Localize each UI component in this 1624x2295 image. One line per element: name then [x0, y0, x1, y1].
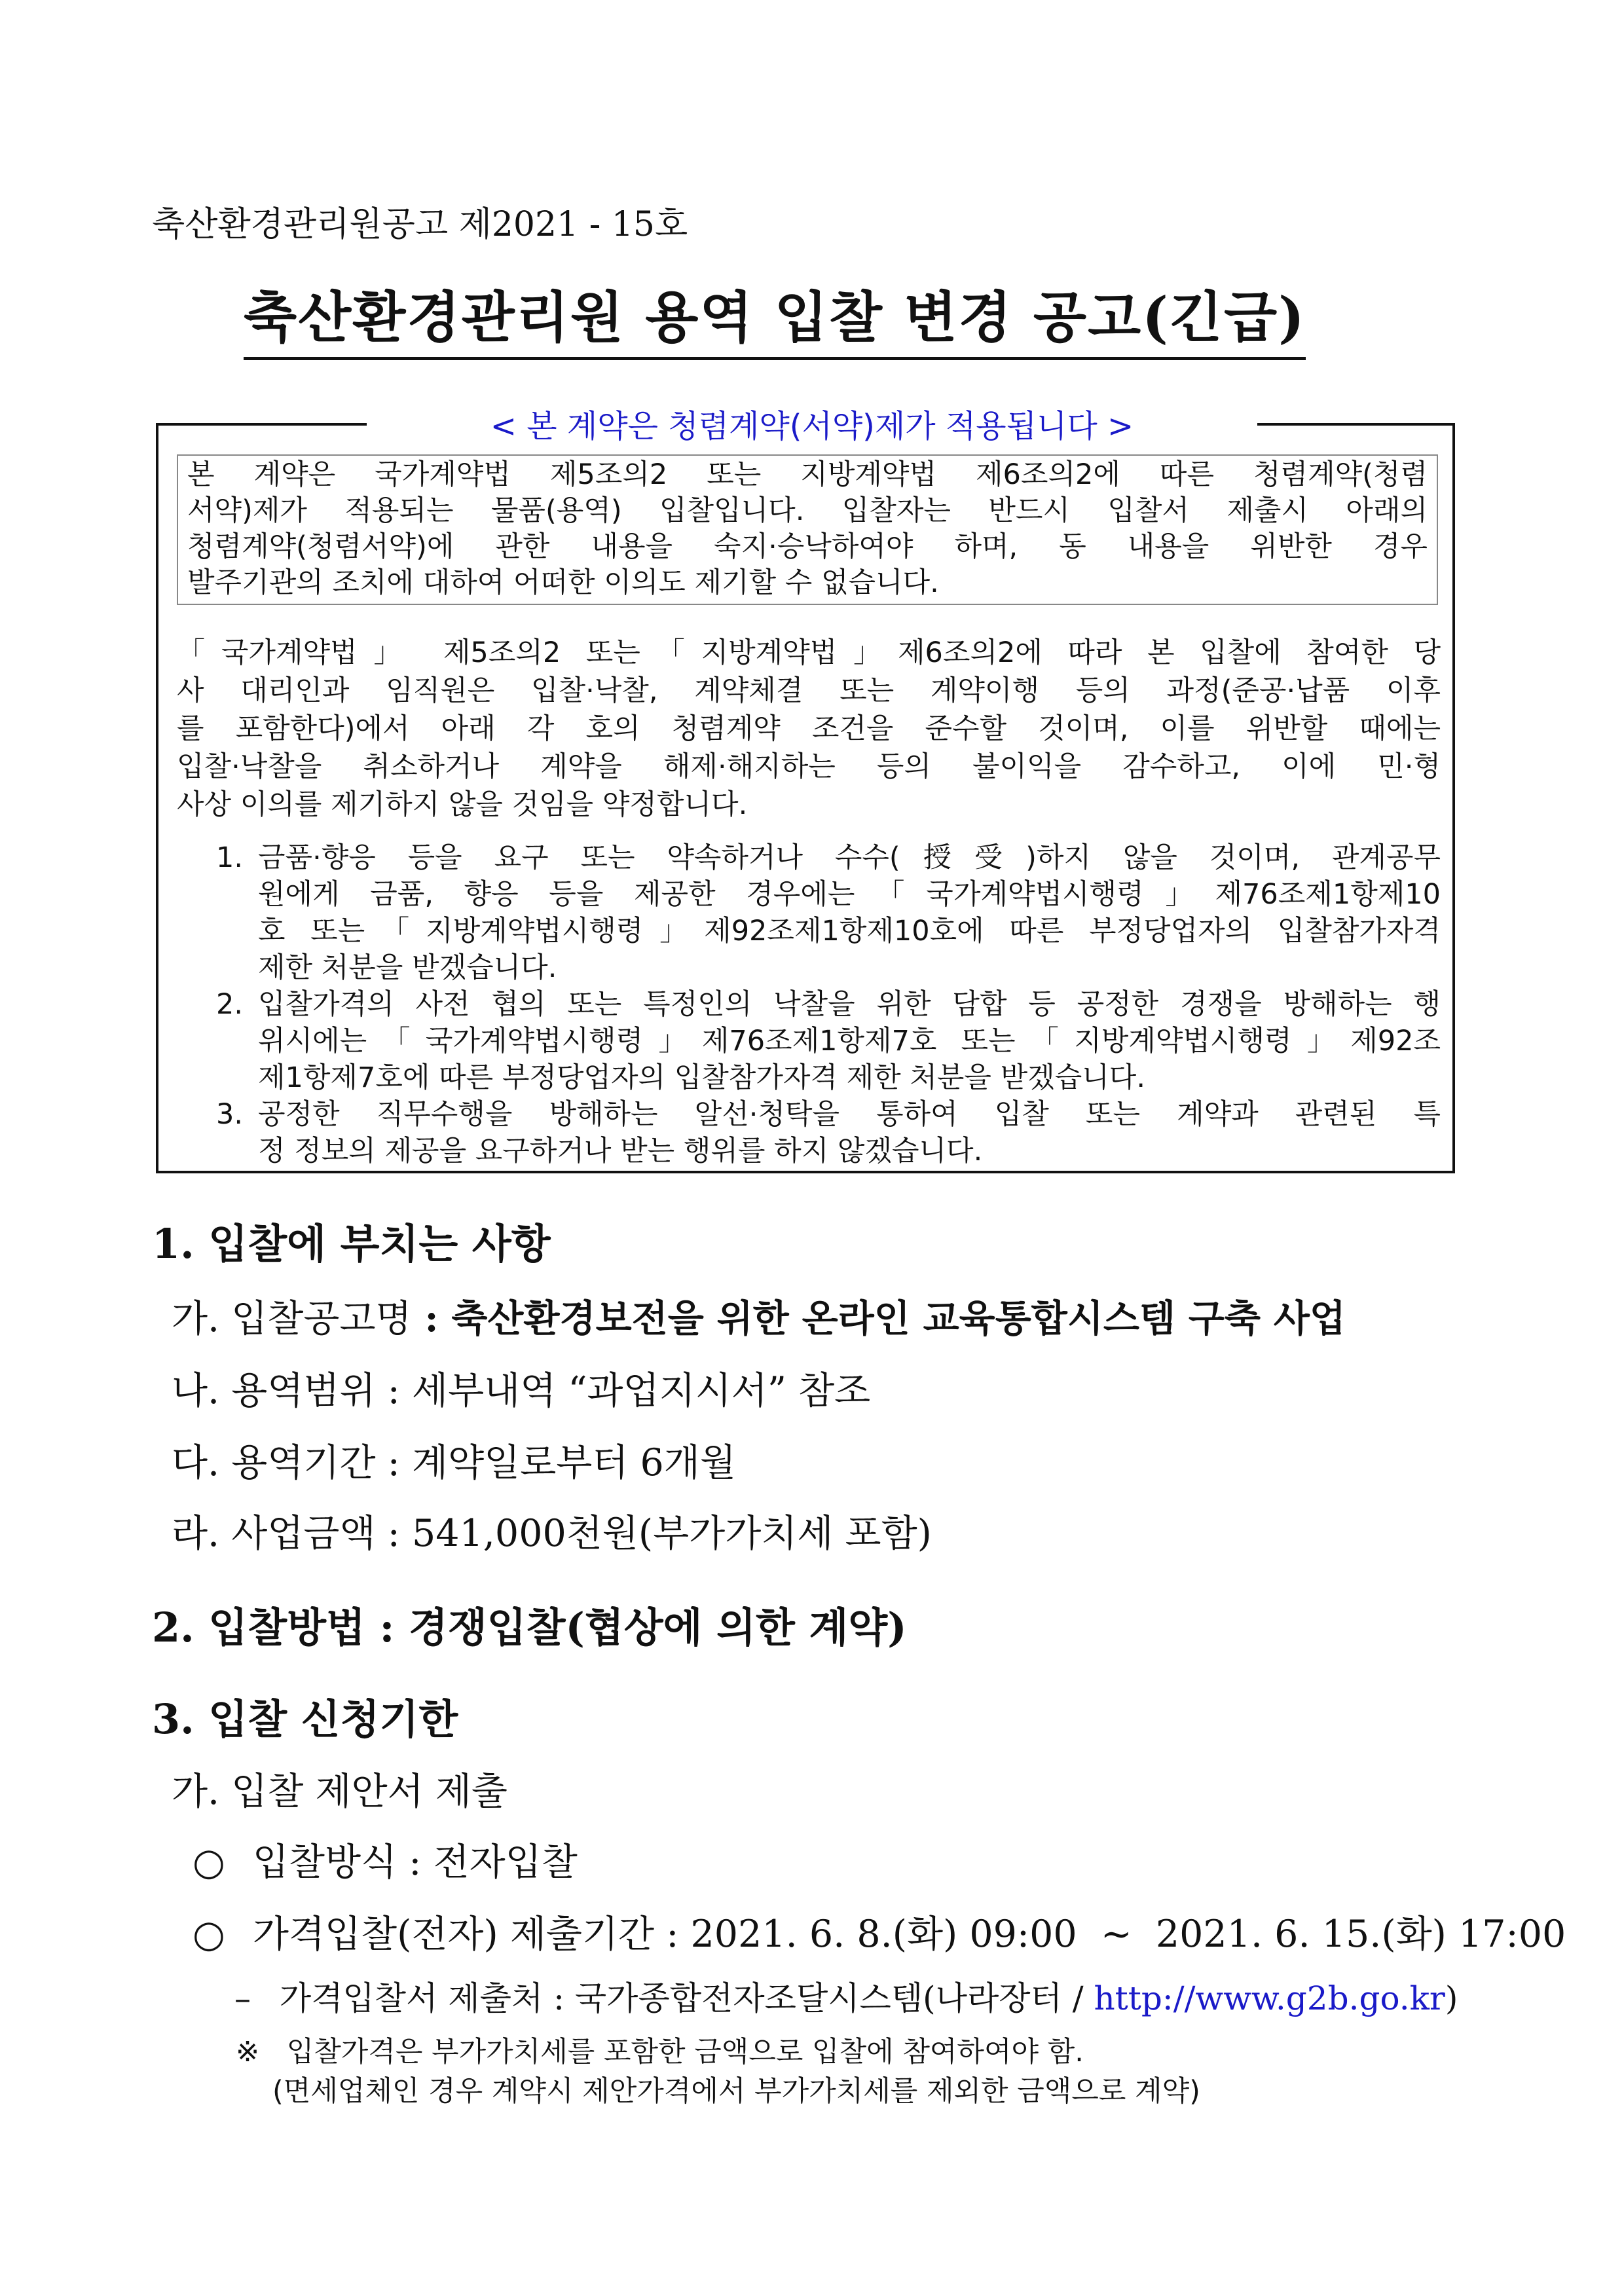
- price-bid-label: 가격입찰(전자) 제출기간: [252, 1913, 655, 1956]
- pledge-header: < 본 계약은 청렴계약(서약)제가 적용됩니다 >: [490, 408, 1134, 445]
- section1-row-budget: [172, 1503, 932, 1557]
- bullet-circle: ○: [193, 1841, 225, 1884]
- row-label: 가. 입찰공고명: [172, 1297, 412, 1340]
- pledge-body-line: 를 포함한다)에서 아래 각 호의 청렴계약 조건을 준수할 것이며, 이를 위반할 때에는: [177, 712, 1441, 745]
- pledge-item-line: 입찰가격의 사전 협의 또는 특정인의 낙찰을 위한 담합 등 공정한 경쟁을 방해하는 행: [258, 988, 1441, 1021]
- pledge-item-line: 위시에는「국가계약법시행령」제76조제1항제7호 또는「지방계약법시행령」제92조: [258, 1025, 1441, 1057]
- pledge-body-line: 입찰·낙찰을 취소하거나 계약을 해제·해지하는 등의 불이익을 감수하고, 이에 민·형: [177, 750, 1441, 783]
- pledge-item: [216, 986, 1441, 1096]
- pledge-item-line: 제한 처분을 받겠습니다.: [258, 951, 557, 984]
- section2-separator: :: [365, 1604, 409, 1651]
- note-line-1: [236, 2030, 1084, 2070]
- pledge-item-number: 2.: [216, 988, 244, 1021]
- pledge-item-line: 제1항제7호에 따른 부정당업자의 입찰참가자격 제한 처분을 받겠습니다.: [258, 1061, 1145, 1094]
- pledge-item-line: 원에게 금품, 향응 등을 제공한 경우에는「국가계약법시행령」제76조제1항제10: [258, 878, 1441, 911]
- submit-place-separator: :: [543, 1979, 575, 2017]
- bid-method-label: 입찰방식: [252, 1841, 397, 1884]
- row-value: 계약일로부터 6개월: [412, 1441, 736, 1484]
- submit-place-close: ): [1445, 1979, 1458, 2017]
- price-bid-row: [193, 1904, 1566, 1958]
- bid-method-value: 전자입찰: [433, 1841, 578, 1884]
- section1-row-title: [172, 1289, 1346, 1342]
- pledge-item-line: 호 또는「지방계약법시행령」제92조제1항제10호에 따른 부정당업자의 입찰참가자격: [258, 915, 1441, 947]
- row-label: 다. 용역기간: [172, 1441, 376, 1484]
- pledge-item: [216, 1096, 1441, 1169]
- row-separator: :: [411, 1296, 452, 1340]
- note-line-2: (면세업체인 경우 계약시 제안가격에서 부가가치세를 제외한 금액으로 계약): [272, 2075, 1200, 2108]
- submit-place-row: [234, 1972, 1458, 2019]
- bullet-circle: ○: [193, 1913, 225, 1956]
- section2: [152, 1595, 907, 1653]
- note-mark: ※: [236, 2036, 260, 2068]
- submit-place-value: 국가종합전자조달시스템(나라장터 /: [574, 1979, 1094, 2017]
- page-title: 축산환경관리원 용역 입찰 변경 공고(긴급): [244, 274, 1306, 360]
- pledge-item-number: 1.: [216, 841, 244, 874]
- row-label: 라. 사업금액: [172, 1512, 376, 1555]
- pledge-body-line: 「국가계약법」 제5조의2 또는「지방계약법」제6조의2에 따라 본 입찰에 참여한 당: [177, 636, 1441, 669]
- pledge-item-line: 공정한 직무수행을 방해하는 알선·청탁을 통하여 입찰 또는 계약과 관련된 특: [258, 1098, 1441, 1131]
- pledge-summary-box: [177, 454, 1438, 605]
- pledge-item-line: 정 정보의 제공을 요구하거나 받는 행위를 하지 않겠습니다.: [258, 1135, 983, 1167]
- submit-place-label: 가격입찰서 제출처: [279, 1979, 544, 2017]
- section2-heading: 2. 입찰방법: [152, 1604, 365, 1651]
- row-separator: :: [375, 1512, 413, 1555]
- pledge-summary-line: 발주기관의 조치에 대하여 어떠한 이의도 제기할 수 없습니다.: [187, 566, 939, 599]
- g2b-link[interactable]: http://www.g2b.go.kr: [1094, 1979, 1445, 2017]
- note-text: 입찰가격은 부가가치세를 포함한 금액으로 입찰에 참여하여야 함.: [286, 2036, 1084, 2068]
- pledge-body: [177, 634, 1441, 824]
- pledge-body-line: 사상 이의를 제기하지 않을 것임을 약정합니다.: [177, 788, 748, 821]
- pledge-summary-line: 서약)제가 적용되는 물품(용역) 입찰입니다. 입찰자는 반드시 입찰서 제출시 아래의: [187, 494, 1428, 527]
- bid-method-separator: :: [397, 1841, 434, 1884]
- row-separator: :: [375, 1369, 413, 1412]
- bid-method-row: [193, 1832, 578, 1886]
- pledge-summary-line: 청렴계약(청렴서약)에 관한 내용을 숙지·승낙하여야 하며, 동 내용을 위반한 경우: [187, 530, 1428, 563]
- pledge-item-number: 3.: [216, 1098, 244, 1131]
- row-value: 축산환경보전을 위한 온라인 교육통합시스템 구축 사업: [451, 1296, 1346, 1340]
- pledge-item: [216, 839, 1441, 986]
- price-bid-period: 2021. 6. 8.(화) 09:00 ~ 2021. 6. 15.(화) 17:00: [690, 1913, 1566, 1956]
- pledge-item-line: 금품·향응 등을 요구 또는 약속하거나 수수(授受)하지 않을 것이며, 관계공무: [258, 841, 1441, 874]
- price-bid-separator: :: [654, 1913, 691, 1956]
- dash-mark: –: [234, 1979, 251, 2017]
- pledge-body-line: 사 대리인과 임직원은 입찰·낙찰, 계약체결 또는 계약이행 등의 과정(준공·납품 이후: [177, 674, 1441, 707]
- section1-row-scope: [172, 1361, 870, 1414]
- row-label: 나. 용역범위: [172, 1369, 376, 1412]
- section1-heading: 1. 입찰에 부치는 사항: [152, 1220, 551, 1268]
- notice-number: 축산환경관리원공고 제2021 - 15호: [152, 205, 688, 244]
- pledge-items: [216, 839, 1441, 1169]
- row-value: 세부내역 “과업지시서” 참조: [412, 1369, 871, 1412]
- row-value: 541,000천원(부가가치세 포함): [412, 1512, 932, 1555]
- row-separator: :: [375, 1441, 413, 1484]
- section3-sub-a: 가. 입찰 제안서 제출: [172, 1770, 507, 1813]
- section3-heading: 3. 입찰 신청기한: [152, 1695, 458, 1743]
- pledge-summary-line: 본 계약은 국가계약법 제5조의2 또는 지방계약법 제6조의2에 따른 청렴계약(청렴: [187, 458, 1428, 491]
- section2-value: 경쟁입찰(협상에 의한 계약): [408, 1604, 907, 1651]
- section1-row-period: [172, 1433, 736, 1486]
